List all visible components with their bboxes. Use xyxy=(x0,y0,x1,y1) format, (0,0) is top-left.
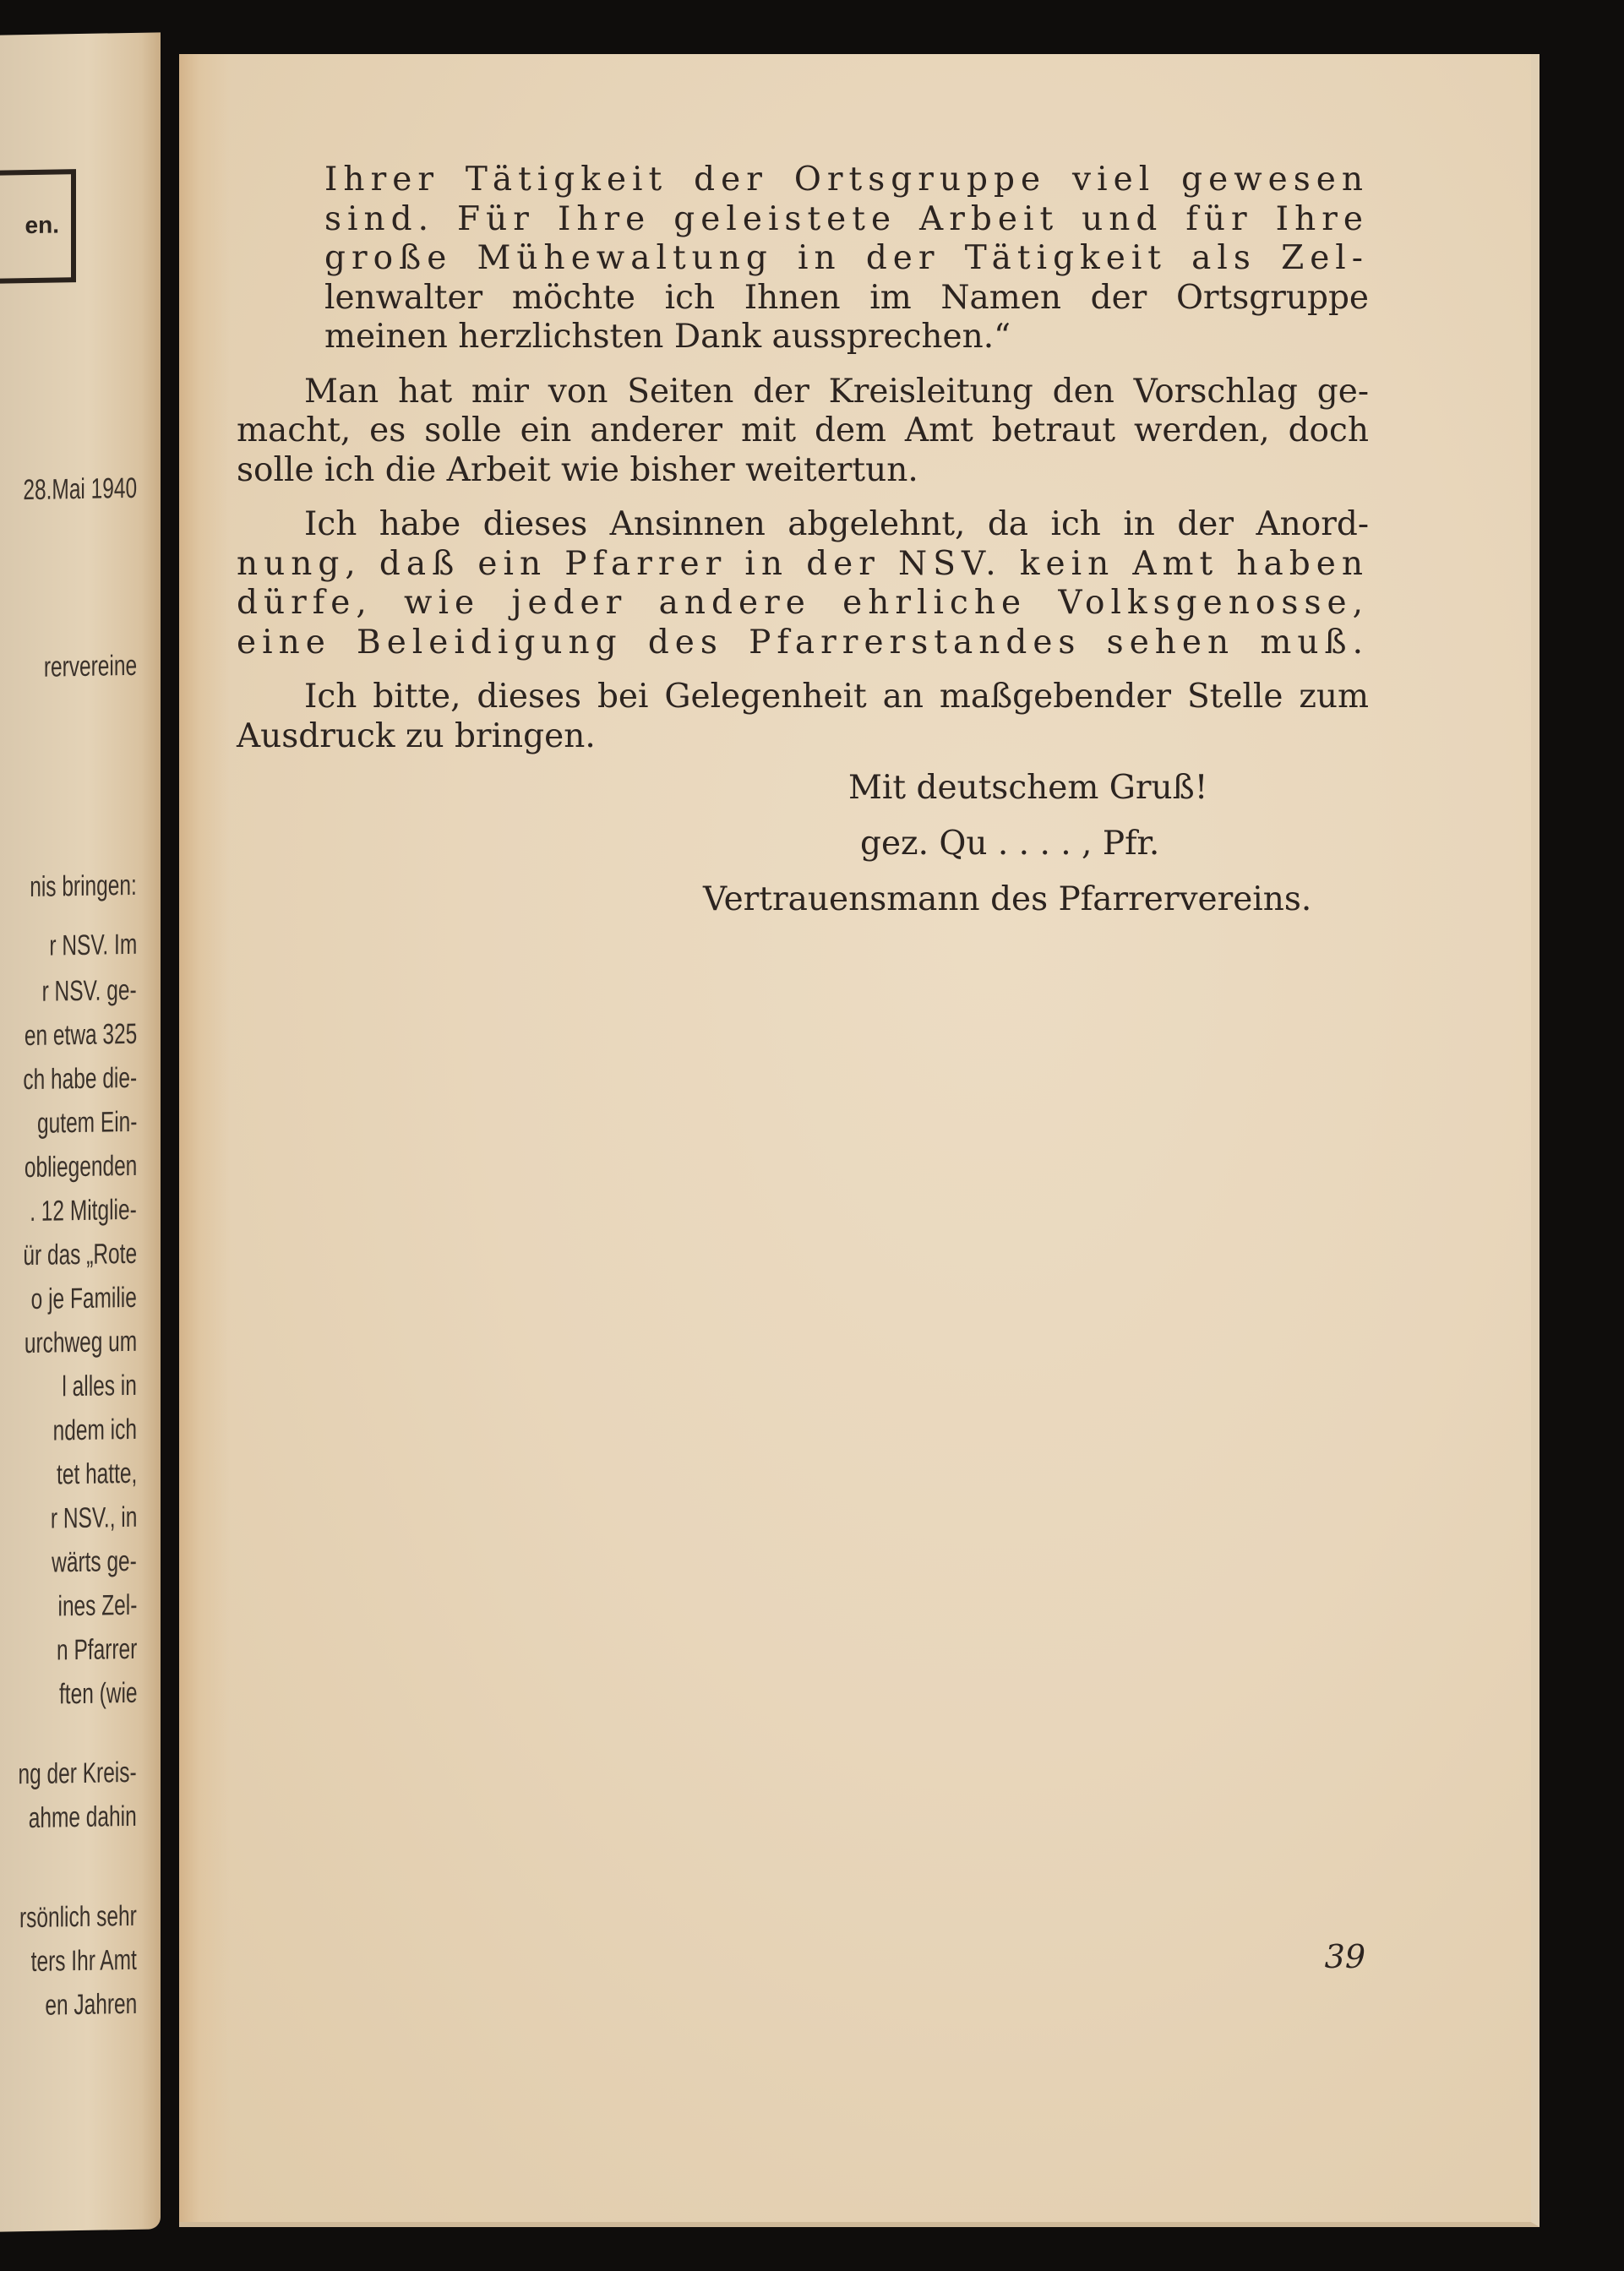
previous-page-fragment xyxy=(0,32,161,2231)
left-page-line: tet hatte, xyxy=(56,1457,137,1491)
book-page xyxy=(179,54,1540,2227)
left-page-line: urchweg um xyxy=(24,1325,137,1360)
signature-role: Vertrauensmann des Pfarrervereins. xyxy=(703,880,1312,918)
left-page-line: obliegenden xyxy=(24,1149,137,1185)
paragraph xyxy=(237,161,1369,357)
text-line: solle ich die Arbeit wie bisher weitertun. xyxy=(237,450,918,489)
left-page-line: wärts ge- xyxy=(52,1544,137,1579)
heading-box-text: en. xyxy=(25,211,59,239)
text-line: eine Beleidigung des Pfarrerstandes sehen muß. xyxy=(237,623,1369,662)
text-line: dürfe, wie jeder andere ehrliche Volksgenosse, xyxy=(237,584,1369,622)
left-page-line: r NSV. ge- xyxy=(41,973,137,1008)
heading-box xyxy=(0,169,76,284)
left-page-line: ch habe die- xyxy=(23,1061,137,1097)
left-page-line: rervereine xyxy=(43,649,137,683)
page-number: 39 xyxy=(1324,1938,1365,1975)
body-text xyxy=(237,161,1369,756)
text-line: macht, es solle ein anderer mit dem Amt betraut werden, doch xyxy=(237,411,1369,449)
text-line: Ausdruck zu bringen. xyxy=(237,716,596,755)
text-line: Ich bitte, dieses bei Gelegenheit an maßgebender Stelle zum xyxy=(304,678,1369,716)
left-page-line: n Pfarrer xyxy=(56,1632,137,1667)
paragraph xyxy=(237,505,1369,662)
left-page-line: ng der Kreis- xyxy=(18,1756,137,1791)
left-page-line: nis bringen: xyxy=(30,869,137,904)
signature: gez. Qu . . . . , Pfr. xyxy=(860,825,1160,863)
left-page-line: en Jahren xyxy=(45,1987,137,2022)
left-page-line: rsönlich sehr xyxy=(19,1899,137,1935)
left-page-line: ndem ich xyxy=(52,1413,137,1447)
text-line: Ihrer Tätigkeit der Ortsgruppe viel gewesen xyxy=(324,161,1369,199)
left-page-line: r NSV., in xyxy=(50,1500,137,1535)
left-page-line: ften (wie xyxy=(58,1676,137,1711)
text-line: nung, daß ein Pfarrer in der NSV. kein Amt haben xyxy=(237,544,1369,583)
left-page-line: o je Familie xyxy=(30,1281,137,1316)
text-line: sind. Für Ihre geleistete Arbeit und für Ihre xyxy=(324,199,1369,238)
left-page-line: ines Zel- xyxy=(57,1588,137,1623)
left-page-line: en etwa 325 xyxy=(24,1017,137,1053)
left-page-line: ters Ihr Amt xyxy=(30,1943,137,1979)
left-page-line: 28.Mai 1940 xyxy=(23,471,137,507)
text-line: meinen herzlichsten Dank aussprechen.“ xyxy=(324,318,1011,356)
closing-greeting: Mit deutschem Gruß! xyxy=(848,769,1208,807)
left-page-line: l alles in xyxy=(62,1369,137,1403)
text-line: lenwalter möchte ich Ihnen im Namen der Ortsgruppe xyxy=(324,278,1369,317)
paragraph xyxy=(237,373,1369,491)
left-page-line: ahme dahin xyxy=(29,1800,137,1835)
text-line: Ich habe dieses Ansinnen abgelehnt, da ich in der Anord- xyxy=(304,505,1369,543)
left-page-line: . 12 Mitglie- xyxy=(30,1193,137,1228)
text-line: Man hat mir von Seiten der Kreisleitung den Vorschlag ge- xyxy=(304,372,1369,411)
left-page-line: gutem Ein- xyxy=(36,1105,137,1140)
left-page-line: ür das „Rote xyxy=(23,1237,137,1272)
paragraph xyxy=(237,678,1369,756)
text-line: große Mühewaltung in der Tätigkeit als Zel- xyxy=(324,239,1369,277)
left-page-line: r NSV. Im xyxy=(49,928,137,962)
